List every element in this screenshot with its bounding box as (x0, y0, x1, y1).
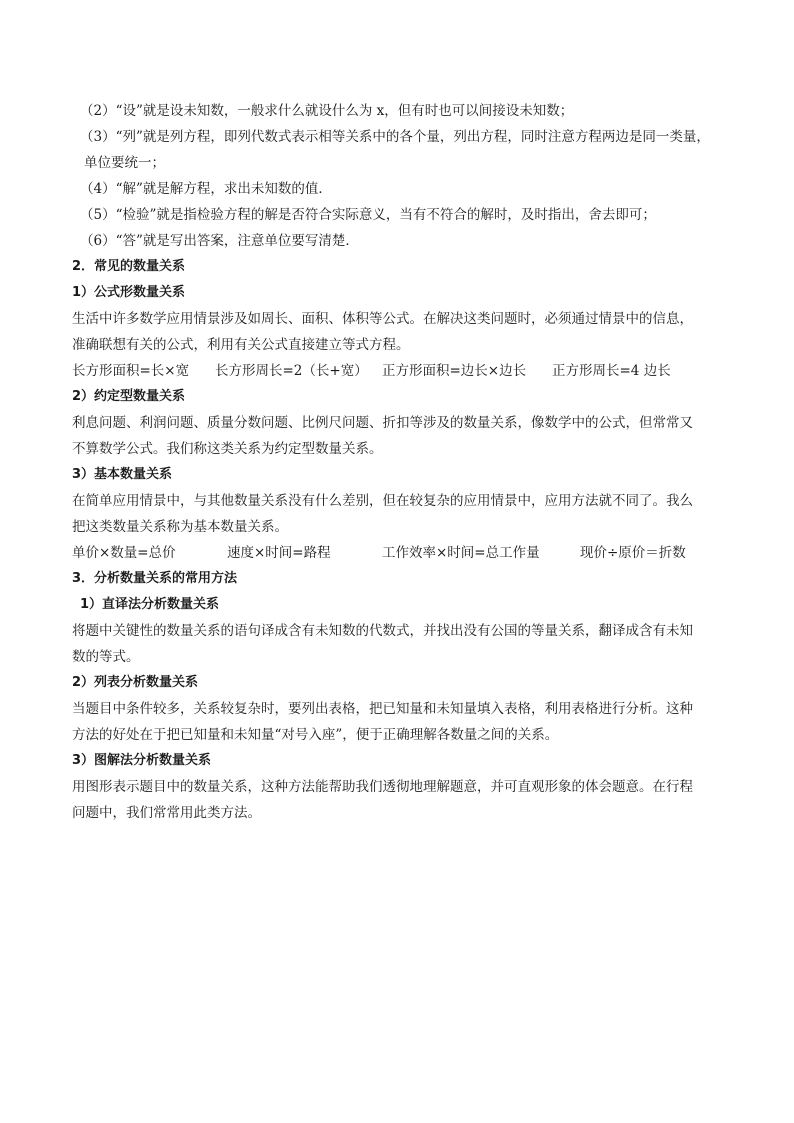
section-3-2-paragraph-line: 方法的好处在于把已知量和未知量“对号入座”，便于正确理解各数量之间的关系。 (72, 727, 559, 743)
section-2-2-paragraph-line: 利息问题、利润问题、质量分数问题、比例尺问题、折扣等涉及的数量关系，像数学中的公式，但常常又 (72, 415, 693, 431)
formula-row-basic (72, 540, 726, 566)
section-2-3-heading: 3）基本数量关系 (72, 467, 173, 482)
formula-rect-perimeter: 长方形周长=2（长+宽） (215, 363, 368, 379)
section-3-2-paragraph-line: 当题目中条件较多，关系较复杂时，要列出表格，把已知量和未知量填入表格，利用表格进行分析。这种 (72, 701, 693, 717)
formula-distance: 速度×时间=路程 (227, 545, 331, 561)
section-3-1-heading: 1）直译法分析数量关系 (80, 597, 220, 612)
formula-discount: 现价÷原价＝折数 (580, 545, 686, 561)
section-3-3-paragraph-line: 用图形表示题目中的数量关系，这种方法能帮助我们透彻地理解题意，并可直观形象的体会题意。在行程 (72, 779, 693, 795)
section-3-3-paragraph-line: 问题中，我们常常用此类方法。 (72, 805, 261, 821)
section-2-3-paragraph-line: 在简单应用情景中，与其他数量关系没有什么差别，但在较复杂的应用情景中，应用方法就不同了。我么 (72, 493, 693, 509)
section-3-2-heading: 2）列表分析数量关系 (72, 675, 199, 690)
formula-total-price: 单价×数量=总价 (72, 545, 176, 561)
section-2-2-paragraph-line: 不算数学公式。我们称这类关系为约定型数量关系。 (72, 441, 383, 457)
step-form-equation: （3）“列”就是列方程，即列代数式表示相等关系中的各个量，列出方程，同时注意方程两边是同一类量， (80, 129, 710, 145)
formula-square-perimeter: 正方形周长=4 边长 (552, 363, 671, 379)
formula-row-geometry (72, 358, 726, 384)
step-solve: （4）“解”就是解方程，求出未知数的值． (80, 181, 332, 197)
section-3-heading: 3．分析数量关系的常用方法 (72, 571, 238, 586)
section-2-heading: 2．常见的数量关系 (72, 259, 186, 274)
step-check: （5）“检验”就是指检验方程的解是否符合实际意义，当有不符合的解时，及时指出，舍去即可； (80, 207, 656, 223)
section-2-1-heading: 1）公式形数量关系 (72, 285, 186, 300)
formula-square-area: 正方形面积=边长×边长 (382, 363, 527, 379)
section-2-3-paragraph-line: 把这类数量关系称为基本数量关系。 (72, 519, 288, 535)
section-3-3-heading: 3）图解法分析数量关系 (72, 753, 212, 768)
section-2-1-paragraph-line: 准确联想有关的公式，利用有关公式直接建立等式方程。 (72, 337, 410, 353)
section-3-1-paragraph-line: 将题中关键性的数量关系的语句译成含有未知数的代数式，并找出没有公国的等量关系，翻译成含有未知 (72, 623, 693, 639)
formula-total-work: 工作效率×时间=总工作量 (382, 545, 540, 561)
section-3-1-paragraph-line: 数的等式。 (72, 649, 140, 665)
section-2-1-paragraph-line: 生活中许多数学应用情景涉及如周长、面积、体积等公式。在解决这类问题时，必须通过情景中的信息， (72, 311, 693, 327)
step-set-variable: （2）“设”就是设未知数，一般求什么就设什么为 x，但有时也可以间接设未知数； (80, 103, 574, 119)
section-2-2-heading: 2）约定型数量关系 (72, 389, 186, 404)
step-answer: （6）“答”就是写出答案，注意单位要写清楚． (80, 233, 359, 249)
formula-rect-area: 长方形面积=长×宽 (72, 363, 190, 379)
document-page (72, 98, 726, 826)
step-form-equation-cont: 单位要统一； (84, 155, 165, 171)
